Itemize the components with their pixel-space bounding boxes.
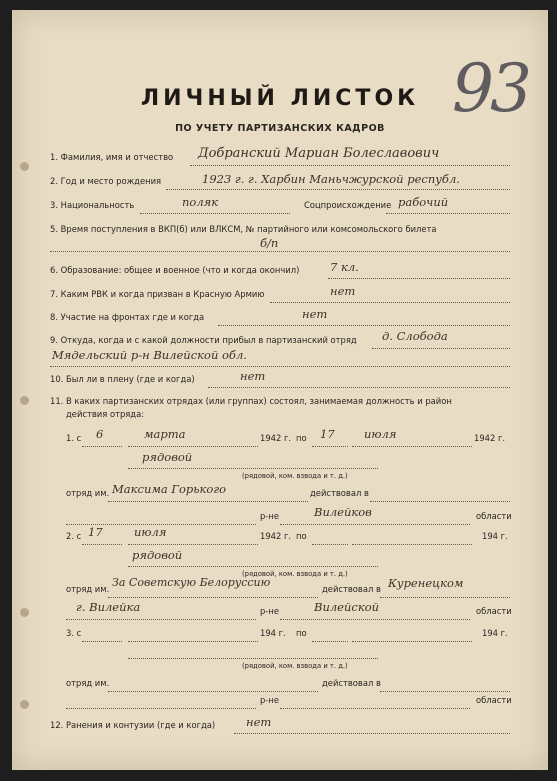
document-subtitle: ПО УЧЕТУ ПАРТИЗАНСКИХ КАДРОВ	[175, 123, 385, 134]
entry-2-end-month-line	[352, 544, 472, 545]
entry-1-start-month-line	[128, 446, 258, 447]
field-6-label: 6. Образование: общее и военное (что и когда окончил)	[50, 265, 300, 275]
field-12-label: 12. Ранения и контузии (где и когда)	[50, 720, 216, 730]
entry-2-to: по	[296, 531, 307, 541]
entry-3-end-month-line	[352, 641, 472, 642]
entry-1-end-day: 17	[320, 427, 335, 441]
entry-2-acted-line	[380, 597, 510, 598]
field-3-label2: Соцпроисхождение	[304, 200, 392, 210]
field-9-value: д. Слобода	[382, 329, 448, 343]
entry-2-unit-line	[108, 597, 318, 598]
field-7-value: нет	[330, 284, 356, 298]
field-5-value: б/п	[260, 236, 279, 250]
field-6-line	[328, 278, 510, 279]
field-9-label: 9. Откуда, когда и с какой должности прибыл в партизанский отряд	[50, 335, 357, 345]
field-7-label: 7. Каким РВК и когда призван в Красную Армию	[50, 289, 265, 299]
entry-2-district-label: р-не	[260, 606, 279, 616]
entry-3-acted-label: действовал в	[322, 678, 381, 688]
entry-2-position: рядовой	[132, 548, 183, 562]
entry-1-district: Вилейков	[314, 505, 372, 519]
entry-3-to: по	[296, 628, 307, 638]
field-8-value: нет	[302, 307, 328, 321]
field-1-label: 1. Фамилия, имя и отчество	[50, 152, 174, 162]
field-2-value: 1923 г. г. Харбин Маньчжурской республ.	[202, 172, 460, 186]
entry-1-acted-line	[370, 501, 510, 502]
field-2-label: 2. Год и место рождения	[50, 176, 162, 186]
entry-2-start-month: июля	[134, 525, 167, 539]
field-8-line	[218, 325, 510, 326]
entry-3-position-hint: (рядовой, ком. взвода и т. д.)	[242, 662, 348, 670]
punch-hole	[20, 608, 29, 617]
entry-3-acted-line	[380, 691, 510, 692]
entry-1-position-line	[128, 468, 378, 469]
entry-2-acted-line2: г. Вилейка	[76, 600, 141, 614]
entry-2-start-month-line	[128, 544, 258, 545]
entry-1-start-day-line	[82, 446, 122, 447]
entry-2-end-day-line	[312, 544, 348, 545]
entry-2-start-day: 17	[88, 525, 103, 539]
entry-1-num: 1. с	[66, 433, 82, 443]
field-10-value: нет	[240, 369, 266, 383]
field-11-label-line2: действия отряда:	[66, 409, 145, 419]
entry-1-unit-label: отряд им.	[66, 488, 110, 498]
entry-2-district-pre-line	[66, 619, 256, 620]
field-5-label: 5. Время поступления в ВКП(б) или ВЛКСМ, № партийного или комсомольского билета	[50, 224, 437, 234]
entry-2-start-day-line	[82, 544, 122, 545]
entry-3-end-year: 194 г.	[482, 628, 508, 638]
field-2-line	[166, 189, 510, 190]
entry-2-district-line	[280, 619, 470, 620]
entry-1-unit: Максима Горького	[112, 482, 227, 496]
entry-2-district: Вилейской	[314, 600, 380, 614]
field-3-value2: рабочий	[398, 195, 449, 209]
entry-2-start-year: 1942 г.	[260, 531, 292, 541]
entry-1-end-month-line	[352, 446, 472, 447]
punch-hole	[20, 162, 29, 171]
punch-hole	[20, 396, 29, 405]
entry-3-start-month-line	[128, 641, 258, 642]
entry-2-unit-label: отряд им.	[66, 584, 110, 594]
entry-3-district-pre-line	[66, 708, 256, 709]
field-3-line	[140, 213, 290, 214]
entry-3-unit-label: отряд им.	[66, 678, 110, 688]
field-9-line	[372, 348, 510, 349]
entry-1-unit-line	[108, 501, 308, 502]
field-11-label: 11. В каких партизанских отрядах (или группах) состоял, занимаемая должность и район	[50, 396, 452, 406]
entry-3-district-label: р-не	[260, 695, 279, 705]
entry-2-num: 2. с	[66, 531, 82, 541]
entry-3-start-year: 194 г.	[260, 628, 286, 638]
punch-hole	[20, 700, 29, 709]
entry-2-acted-label: действовал в	[322, 584, 381, 594]
entry-1-to: по	[296, 433, 307, 443]
entry-3-end-day-line	[312, 641, 348, 642]
entry-1-end-day-line	[312, 446, 348, 447]
entry-1-acted-label: действовал в	[310, 488, 369, 498]
field-10-label: 10. Был ли в плену (где и когда)	[50, 374, 195, 384]
field-1-line	[190, 165, 510, 166]
field-8-label: 8. Участие на фронтах где и когда	[50, 312, 205, 322]
entry-1-start-month: марта	[144, 427, 186, 441]
field-12-value: нет	[246, 715, 272, 729]
archive-page-number: 93	[452, 50, 528, 127]
entry-1-position: рядовой	[142, 450, 193, 464]
entry-1-district-label: р-не	[260, 511, 279, 521]
entry-2-position-line	[128, 566, 378, 567]
field-5-line	[50, 251, 510, 252]
field-6-value: 7 кл.	[330, 260, 359, 274]
entry-2-region-label: области	[476, 606, 512, 616]
entry-1-start-day: 6	[96, 427, 104, 441]
document-sheet	[12, 10, 548, 770]
field-1-value: Добранский Мариан Болеславович	[198, 146, 440, 161]
entry-3-district-line	[280, 708, 470, 709]
entry-2-position-hint: (рядовой, ком. взвода и т. д.)	[242, 570, 348, 578]
field-3-line2	[386, 213, 510, 214]
entry-3-num: 3. с	[66, 628, 82, 638]
field-10-line	[208, 387, 510, 388]
entry-2-unit: За Советскую Белоруссию	[112, 576, 271, 589]
entry-1-district-line	[280, 524, 470, 525]
entry-2-end-year: 194 г.	[482, 531, 508, 541]
entry-3-region-label: области	[476, 695, 512, 705]
document-title: ЛИЧНЫЙ ЛИСТОК	[140, 86, 420, 111]
field-3-value: поляк	[182, 195, 219, 209]
entry-3-position-line	[128, 658, 378, 659]
entry-1-end-year: 1942 г.	[474, 433, 506, 443]
field-7-line	[270, 302, 510, 303]
entry-3-unit-line	[108, 691, 318, 692]
entry-1-region-label: области	[476, 511, 512, 521]
field-3-label: 3. Национальность	[50, 200, 135, 210]
field-9-line2	[50, 366, 510, 367]
field-12-line	[234, 733, 510, 734]
entry-1-end-month: июля	[364, 427, 397, 441]
entry-1-position-hint: (рядовой, ком. взвода и т. д.)	[242, 472, 348, 480]
entry-2-acted-in: Куренецком	[388, 576, 464, 590]
entry-3-start-day-line	[82, 641, 122, 642]
entry-1-start-year: 1942 г.	[260, 433, 292, 443]
field-9-value-line2: Мядельский р-н Вилейской обл.	[52, 348, 247, 362]
